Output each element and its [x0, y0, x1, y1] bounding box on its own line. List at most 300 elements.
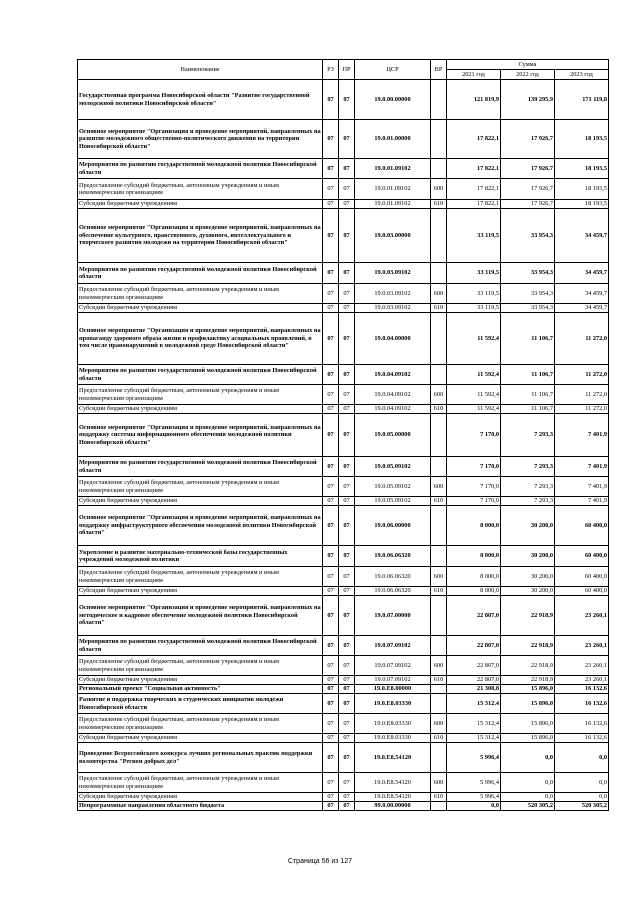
cell-2022: 30 200,0: [501, 567, 555, 587]
table-row: [78, 304, 609, 313]
cell-2022: 15 896,0: [501, 685, 555, 694]
cell-pr: 07: [339, 179, 355, 200]
cell-csr: 19.0.07.00000: [355, 596, 431, 636]
cell-vr: [431, 694, 447, 714]
cell-name: Предоставление субсидий бюджетным, автономным учреждениям и иным некоммерческим организациям: [78, 179, 323, 200]
cell-2021: 0,0: [447, 802, 501, 811]
cell-rz: 07: [323, 313, 339, 365]
cell-2023: 16 132,6: [555, 694, 609, 714]
cell-2021: 33 119,5: [447, 263, 501, 284]
cell-2023: 34 459,7: [555, 209, 609, 263]
cell-name: Мероприятия по развитию государственной молодежной политики Новосибирской области: [78, 263, 323, 284]
header-pr: ПР: [339, 60, 355, 80]
cell-name: Субсидии бюджетным учреждениям: [78, 405, 323, 414]
header-name: Наименование: [78, 60, 323, 80]
cell-2021: 21 308,8: [447, 685, 501, 694]
table-row: [78, 802, 609, 811]
cell-rz: 07: [323, 200, 339, 209]
cell-pr: 07: [339, 773, 355, 793]
table-row: [78, 179, 609, 200]
cell-rz: 07: [323, 596, 339, 636]
cell-vr: [431, 596, 447, 636]
cell-2021: 7 170,0: [447, 457, 501, 477]
cell-2023: 18 193,5: [555, 200, 609, 209]
table-row: [78, 284, 609, 304]
cell-csr: 19.0.05.09102: [355, 457, 431, 477]
cell-csr: 19.0.04.09102: [355, 405, 431, 414]
table-row: [78, 685, 609, 694]
cell-name: Субсидии бюджетным учреждениям: [78, 734, 323, 743]
cell-csr: 19.0.03.09102: [355, 263, 431, 284]
cell-vr: [431, 743, 447, 773]
cell-csr: 19.0.01.00000: [355, 120, 431, 159]
cell-2023: 7 401,9: [555, 477, 609, 497]
cell-2023: 23 260,1: [555, 656, 609, 676]
table-row: [78, 497, 609, 506]
cell-2021: 7 170,0: [447, 477, 501, 497]
cell-csr: 19.0.E8.54120: [355, 743, 431, 773]
header-rz: РЗ: [323, 60, 339, 80]
cell-2022: 17 926,7: [501, 120, 555, 159]
cell-pr: 07: [339, 546, 355, 567]
cell-csr: 19.0.05.00000: [355, 414, 431, 457]
cell-csr: 19.0.03.09102: [355, 304, 431, 313]
cell-pr: 07: [339, 284, 355, 304]
cell-pr: 07: [339, 385, 355, 405]
cell-name: Проведение Всероссийского конкурса лучших региональных практик поддержки волонтерства "Регион добрых дел": [78, 743, 323, 773]
cell-csr: 19.0.05.09102: [355, 497, 431, 506]
cell-name: Мероприятия по развитию государственной молодежной политики Новосибирской области: [78, 365, 323, 385]
cell-rz: 07: [323, 365, 339, 385]
cell-vr: [431, 802, 447, 811]
cell-csr: 19.0.01.09102: [355, 159, 431, 179]
cell-2023: 23 260,1: [555, 676, 609, 685]
cell-pr: 07: [339, 567, 355, 587]
cell-csr: 19.0.03.09102: [355, 284, 431, 304]
cell-vr: [431, 457, 447, 477]
cell-rz: 07: [323, 546, 339, 567]
table-header: [78, 60, 609, 80]
cell-pr: 07: [339, 304, 355, 313]
cell-csr: 19.0.00.00000: [355, 80, 431, 120]
cell-vr: 600: [431, 477, 447, 497]
cell-name: Государственная программа Новосибирской области "Развитие государственной молодежной политики Новосибирской области": [78, 80, 323, 120]
cell-2023: 34 459,7: [555, 304, 609, 313]
cell-2022: 0,0: [501, 793, 555, 802]
cell-pr: 07: [339, 676, 355, 685]
cell-2023: 0,0: [555, 773, 609, 793]
cell-2023: 0,0: [555, 743, 609, 773]
cell-name: Предоставление субсидий бюджетным, автономным учреждениям и иным некоммерческим организациям: [78, 284, 323, 304]
cell-2023: 18 193,5: [555, 159, 609, 179]
cell-2023: 23 260,1: [555, 636, 609, 656]
cell-vr: 600: [431, 773, 447, 793]
cell-rz: 07: [323, 694, 339, 714]
cell-rz: 07: [323, 714, 339, 734]
cell-2022: 7 293,3: [501, 497, 555, 506]
cell-csr: 19.0.04.09102: [355, 365, 431, 385]
table-row: [78, 200, 609, 209]
cell-pr: 07: [339, 497, 355, 506]
table-row: [78, 714, 609, 734]
cell-2021: 121 819,9: [447, 80, 501, 120]
cell-csr: 19.0.E8.54120: [355, 773, 431, 793]
table-row: [78, 694, 609, 714]
cell-vr: [431, 365, 447, 385]
cell-rz: 07: [323, 477, 339, 497]
table-row: [78, 209, 609, 263]
cell-vr: 610: [431, 200, 447, 209]
table-row: [78, 457, 609, 477]
cell-2022: 0,0: [501, 743, 555, 773]
document-page: [77, 59, 608, 811]
cell-vr: 600: [431, 385, 447, 405]
table-row: [78, 414, 609, 457]
cell-rz: 07: [323, 405, 339, 414]
cell-vr: 600: [431, 567, 447, 587]
table-row: [78, 676, 609, 685]
cell-name: Субсидии бюджетным учреждениям: [78, 200, 323, 209]
cell-2022: 7 293,3: [501, 477, 555, 497]
cell-csr: 19.0.04.09102: [355, 385, 431, 405]
cell-2023: 11 272,0: [555, 365, 609, 385]
cell-rz: 07: [323, 773, 339, 793]
cell-2021: 5 996,4: [447, 743, 501, 773]
cell-csr: 19.0.06.06320: [355, 567, 431, 587]
cell-pr: 07: [339, 313, 355, 365]
table-row: [78, 567, 609, 587]
cell-2021: 5 996,4: [447, 793, 501, 802]
cell-2022: 139 295,9: [501, 80, 555, 120]
cell-vr: 600: [431, 714, 447, 734]
table-row: [78, 80, 609, 120]
cell-2021: 8 000,0: [447, 506, 501, 546]
header-sum: Сумма: [447, 60, 609, 70]
cell-2022: 11 106,7: [501, 385, 555, 405]
cell-2023: 7 401,9: [555, 497, 609, 506]
cell-rz: 07: [323, 497, 339, 506]
table-row: [78, 734, 609, 743]
cell-rz: 07: [323, 567, 339, 587]
table-row: [78, 636, 609, 656]
cell-pr: 07: [339, 656, 355, 676]
cell-rz: 07: [323, 385, 339, 405]
cell-name: Основное мероприятие "Организация и проведение мероприятий, направленных на методическое и кадровое обеспечение молодежной политики Новосибирской области": [78, 596, 323, 636]
cell-name: Предоставление субсидий бюджетным, автономным учреждениям и иным некоммерческим организациям: [78, 773, 323, 793]
cell-csr: 19.0.06.06320: [355, 546, 431, 567]
cell-pr: 07: [339, 477, 355, 497]
cell-2022: 7 293,3: [501, 414, 555, 457]
table-row: [78, 506, 609, 546]
table-row: [78, 546, 609, 567]
cell-csr: 19.0.05.09102: [355, 477, 431, 497]
cell-rz: 07: [323, 284, 339, 304]
cell-pr: 07: [339, 596, 355, 636]
cell-2021: 7 170,0: [447, 497, 501, 506]
cell-2022: 7 293,3: [501, 457, 555, 477]
cell-vr: [431, 209, 447, 263]
cell-rz: 07: [323, 80, 339, 120]
cell-csr: 19.0.E8.54120: [355, 793, 431, 802]
cell-2022: 11 106,7: [501, 365, 555, 385]
cell-2023: 520 305,2: [555, 802, 609, 811]
cell-pr: 07: [339, 506, 355, 546]
cell-name: Укрепление и развитие материально-технической базы государственных учреждений молодежной политики: [78, 546, 323, 567]
cell-2022: 11 106,7: [501, 405, 555, 414]
table-row: [78, 793, 609, 802]
cell-csr: 19.0.07.09102: [355, 676, 431, 685]
cell-name: Основное мероприятие "Организация и проведение мероприятий, направленных на поддержку системы информационного обеспечения молодежной политики Новосибирской области": [78, 414, 323, 457]
cell-vr: 600: [431, 179, 447, 200]
cell-2022: 15 896,0: [501, 714, 555, 734]
cell-rz: 07: [323, 179, 339, 200]
header-csr: ЦСР: [355, 60, 431, 80]
table-row: [78, 477, 609, 497]
table-row: [78, 596, 609, 636]
cell-2022: 15 896,0: [501, 734, 555, 743]
cell-vr: 610: [431, 497, 447, 506]
cell-csr: 19.0.E8.00000: [355, 685, 431, 694]
cell-2023: 60 400,0: [555, 587, 609, 596]
cell-2021: 11 592,4: [447, 313, 501, 365]
table-row: [78, 365, 609, 385]
cell-name: Предоставление субсидий бюджетным, автономным учреждениям и иным некоммерческим организациям: [78, 714, 323, 734]
cell-2021: 11 592,4: [447, 405, 501, 414]
cell-2023: 11 272,0: [555, 385, 609, 405]
cell-rz: 07: [323, 802, 339, 811]
cell-2022: 22 918,9: [501, 676, 555, 685]
cell-pr: 07: [339, 636, 355, 656]
cell-name: Субсидии бюджетным учреждениям: [78, 587, 323, 596]
cell-2022: 15 896,0: [501, 694, 555, 714]
cell-2022: 22 918,9: [501, 596, 555, 636]
cell-2021: 22 807,0: [447, 676, 501, 685]
cell-name: Предоставление субсидий бюджетным, автономным учреждениям и иным некоммерческим организациям: [78, 656, 323, 676]
cell-name: Мероприятия по развитию государственной молодежной политики Новосибирской области: [78, 636, 323, 656]
cell-csr: 19.0.06.06320: [355, 587, 431, 596]
header-vr: ВР: [431, 60, 447, 80]
cell-csr: 19.0.E8.03330: [355, 714, 431, 734]
cell-vr: 610: [431, 587, 447, 596]
cell-2023: 0,0: [555, 793, 609, 802]
cell-name: Мероприятия по развитию государственной молодежной политики Новосибирской области: [78, 159, 323, 179]
cell-pr: 07: [339, 793, 355, 802]
cell-rz: 07: [323, 676, 339, 685]
cell-csr: 19.0.07.09102: [355, 636, 431, 656]
cell-rz: 07: [323, 743, 339, 773]
cell-2022: 11 106,7: [501, 313, 555, 365]
cell-pr: 07: [339, 457, 355, 477]
table-row: [78, 773, 609, 793]
cell-2021: 15 312,4: [447, 734, 501, 743]
budget-table: [77, 59, 609, 811]
cell-2022: 520 305,2: [501, 802, 555, 811]
cell-2021: 17 822,1: [447, 159, 501, 179]
table-body: [78, 80, 609, 811]
cell-2021: 17 822,1: [447, 179, 501, 200]
cell-vr: [431, 546, 447, 567]
cell-name: Непрограммные направления областного бюджета: [78, 802, 323, 811]
cell-vr: [431, 685, 447, 694]
header-2022: 2022 год: [501, 70, 555, 80]
cell-2021: 33 119,5: [447, 304, 501, 313]
table-row: [78, 263, 609, 284]
cell-pr: 07: [339, 414, 355, 457]
cell-2023: 16 132,6: [555, 685, 609, 694]
table-row: [78, 120, 609, 159]
cell-pr: 07: [339, 694, 355, 714]
cell-rz: 07: [323, 120, 339, 159]
cell-pr: 07: [339, 734, 355, 743]
cell-rz: 07: [323, 587, 339, 596]
cell-pr: 07: [339, 743, 355, 773]
cell-name: Региональный проект "Социальная активность": [78, 685, 323, 694]
cell-pr: 07: [339, 714, 355, 734]
cell-2022: 22 918,9: [501, 636, 555, 656]
cell-2021: 22 807,0: [447, 596, 501, 636]
header-2021: 2021 год: [447, 70, 501, 80]
cell-name: Основное мероприятие "Организация и проведение мероприятий, направленных на развитие молодежного общественно-политического движения на территории Новосибирской области": [78, 120, 323, 159]
cell-pr: 07: [339, 587, 355, 596]
cell-csr: 19.0.01.09102: [355, 200, 431, 209]
cell-name: Субсидии бюджетным учреждениям: [78, 497, 323, 506]
cell-rz: 07: [323, 506, 339, 546]
cell-vr: 610: [431, 304, 447, 313]
cell-name: Мероприятия по развитию государственной молодежной политики Новосибирской области: [78, 457, 323, 477]
cell-rz: 07: [323, 734, 339, 743]
table-row: [78, 587, 609, 596]
cell-2022: 33 954,3: [501, 304, 555, 313]
cell-vr: 600: [431, 284, 447, 304]
cell-2021: 15 312,4: [447, 694, 501, 714]
cell-pr: 07: [339, 200, 355, 209]
cell-2021: 15 312,4: [447, 714, 501, 734]
cell-name: Предоставление субсидий бюджетным, автономным учреждениям и иным некоммерческим организациям: [78, 567, 323, 587]
cell-2023: 18 193,5: [555, 120, 609, 159]
cell-2021: 33 119,5: [447, 209, 501, 263]
cell-2021: 17 822,1: [447, 120, 501, 159]
table-row: [78, 405, 609, 414]
cell-pr: 07: [339, 802, 355, 811]
cell-csr: 19.0.03.00000: [355, 209, 431, 263]
cell-rz: 07: [323, 656, 339, 676]
cell-2022: 30 200,0: [501, 587, 555, 596]
cell-vr: [431, 120, 447, 159]
cell-rz: 07: [323, 159, 339, 179]
cell-pr: 07: [339, 405, 355, 414]
cell-vr: [431, 159, 447, 179]
cell-2021: 7 170,0: [447, 414, 501, 457]
cell-rz: 07: [323, 209, 339, 263]
cell-2023: 16 132,6: [555, 734, 609, 743]
cell-vr: 610: [431, 676, 447, 685]
table-row: [78, 743, 609, 773]
cell-2021: 8 000,0: [447, 546, 501, 567]
cell-pr: 07: [339, 263, 355, 284]
header-2023: 2023 год: [555, 70, 609, 80]
cell-name: Субсидии бюджетным учреждениям: [78, 793, 323, 802]
page-footer: Страница 56 из 127: [287, 858, 353, 865]
table-row: [78, 159, 609, 179]
cell-2022: 17 926,7: [501, 159, 555, 179]
cell-2022: 33 954,3: [501, 284, 555, 304]
cell-2023: 60 400,0: [555, 546, 609, 567]
cell-2022: 17 926,7: [501, 179, 555, 200]
cell-2021: 17 822,1: [447, 200, 501, 209]
cell-2021: 22 807,0: [447, 656, 501, 676]
cell-2021: 5 996,4: [447, 773, 501, 793]
cell-2023: 60 400,0: [555, 506, 609, 546]
cell-csr: 19.0.E8.03330: [355, 734, 431, 743]
cell-csr: 19.0.07.09102: [355, 656, 431, 676]
cell-rz: 07: [323, 793, 339, 802]
cell-name: Основное мероприятие "Организация и проведение мероприятий, направленных на обеспечение культурного, нравственного, духовного, интеллектуального и творческого развития молодежи на территории Новосибирской области": [78, 209, 323, 263]
cell-vr: [431, 414, 447, 457]
cell-csr: 99.0.00.00000: [355, 802, 431, 811]
cell-2021: 11 592,4: [447, 385, 501, 405]
cell-2023: 23 260,1: [555, 596, 609, 636]
cell-pr: 07: [339, 80, 355, 120]
cell-2023: 16 132,6: [555, 714, 609, 734]
cell-rz: 07: [323, 304, 339, 313]
cell-pr: 07: [339, 685, 355, 694]
cell-vr: [431, 263, 447, 284]
cell-pr: 07: [339, 120, 355, 159]
cell-vr: [431, 636, 447, 656]
cell-2023: 34 459,7: [555, 284, 609, 304]
cell-vr: [431, 80, 447, 120]
table-row: [78, 313, 609, 365]
cell-2023: 171 119,8: [555, 80, 609, 120]
cell-rz: 07: [323, 685, 339, 694]
cell-2023: 7 401,9: [555, 414, 609, 457]
cell-pr: 07: [339, 159, 355, 179]
cell-name: Основное мероприятие "Организация и проведение мероприятий, направленных на поддержку инфраструктурного обеспечения молодежной политики Новосибирской области": [78, 506, 323, 546]
cell-2022: 22 918,9: [501, 656, 555, 676]
cell-pr: 07: [339, 365, 355, 385]
cell-name: Субсидии бюджетным учреждениям: [78, 676, 323, 685]
cell-2021: 33 119,5: [447, 284, 501, 304]
cell-rz: 07: [323, 457, 339, 477]
cell-2022: 30 200,0: [501, 506, 555, 546]
cell-vr: 610: [431, 405, 447, 414]
cell-pr: 07: [339, 209, 355, 263]
cell-csr: 19.0.01.09102: [355, 179, 431, 200]
cell-vr: 610: [431, 793, 447, 802]
cell-csr: 19.0.E8.03330: [355, 694, 431, 714]
table-row: [78, 656, 609, 676]
cell-name: Предоставление субсидий бюджетным, автономным учреждениям и иным некоммерческим организациям: [78, 477, 323, 497]
cell-2022: 30 200,0: [501, 546, 555, 567]
cell-2021: 8 000,0: [447, 567, 501, 587]
cell-2023: 7 401,9: [555, 457, 609, 477]
cell-2022: 33 954,3: [501, 263, 555, 284]
cell-name: Основное мероприятие "Организация и проведение мероприятий, направленных на пропаганду здорового образа жизни и профилактику асоциальных проявлений, в том числе правонарушений в молодежной среде Новосибирской области": [78, 313, 323, 365]
table-row: [78, 385, 609, 405]
cell-2023: 11 272,0: [555, 405, 609, 414]
cell-csr: 19.0.04.00000: [355, 313, 431, 365]
cell-rz: 07: [323, 636, 339, 656]
cell-2023: 18 193,5: [555, 179, 609, 200]
cell-2021: 11 592,4: [447, 365, 501, 385]
cell-vr: [431, 506, 447, 546]
cell-vr: 600: [431, 656, 447, 676]
cell-name: Субсидии бюджетным учреждениям: [78, 304, 323, 313]
cell-2021: 22 807,0: [447, 636, 501, 656]
cell-csr: 19.0.06.00000: [355, 506, 431, 546]
cell-vr: [431, 313, 447, 365]
cell-2023: 60 400,0: [555, 567, 609, 587]
